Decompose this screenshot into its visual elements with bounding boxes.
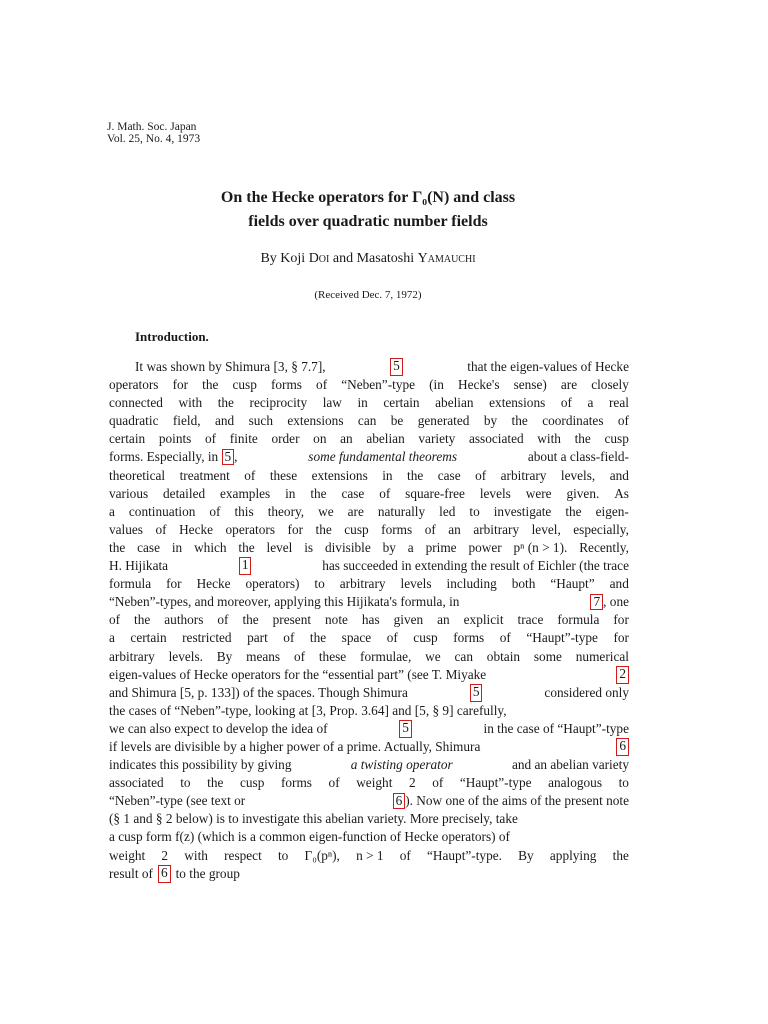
body-line: [109, 792, 629, 810]
word: of: [205, 431, 217, 447]
text-run: 7 , one: [590, 593, 629, 611]
word: extensions: [287, 413, 344, 429]
word: (in: [429, 377, 444, 393]
word: theoretical: [109, 467, 166, 483]
word: forms: [453, 630, 485, 646]
word: levels: [479, 485, 511, 501]
body-line: [109, 521, 629, 539]
text-run: H. Hijikata: [109, 558, 169, 574]
word: eigen-: [595, 503, 629, 519]
text-run: to the group: [175, 865, 240, 881]
word: can: [454, 648, 473, 664]
text-run: about a class-field-: [527, 449, 629, 465]
word: in: [357, 395, 368, 411]
word: these: [318, 648, 347, 664]
word: in: [382, 467, 393, 483]
word: to: [180, 775, 191, 791]
body-text: [109, 358, 629, 883]
body-line: [109, 648, 629, 666]
word: generated: [417, 413, 470, 429]
word: forms: [270, 377, 302, 393]
word: of: [217, 612, 229, 628]
body-line: [109, 376, 629, 394]
word: prime: [425, 539, 457, 555]
word: cusp: [232, 377, 257, 393]
word: case: [437, 467, 461, 483]
word: of: [424, 521, 436, 537]
word: operators): [245, 576, 300, 592]
word: which: [194, 539, 227, 555]
word: for: [172, 377, 189, 393]
citation-link[interactable]: 2: [616, 666, 629, 684]
word: this: [234, 503, 254, 519]
word: Hecke: [196, 576, 231, 592]
word: analogous: [548, 775, 602, 791]
word: of: [109, 612, 121, 628]
word: Hecke: [179, 521, 214, 537]
word: trace: [517, 612, 544, 628]
word: on: [313, 431, 327, 447]
word: of: [379, 485, 391, 501]
word: some: [533, 648, 562, 664]
text-run: eigen-values of Hecke operators for the “essential part” (see T. Miyake: [109, 666, 487, 682]
text-run: and an abelian variety: [511, 757, 629, 773]
citation-link[interactable]: 6: [393, 793, 406, 809]
word: an: [448, 521, 461, 537]
journal-citation: [107, 121, 200, 145]
emphasis-text: some fundamental theorems: [308, 449, 458, 465]
word: be: [390, 413, 404, 429]
author-2-family: Yamauchi: [417, 251, 476, 266]
word: of: [399, 847, 411, 863]
word: we: [318, 503, 334, 519]
word: both: [511, 576, 536, 592]
text-run: in the case of “Haupt”-type: [483, 720, 629, 736]
word: to: [618, 775, 629, 791]
text-run: we can also expect to develop the idea of: [109, 720, 328, 736]
word: arbitrary: [473, 521, 520, 537]
word: weight: [356, 775, 393, 791]
word: means: [246, 648, 281, 664]
word: the: [109, 539, 126, 555]
word: in: [285, 485, 296, 501]
word: can: [357, 413, 377, 429]
word: field,: [172, 413, 201, 429]
word: the: [134, 612, 151, 628]
word: by: [483, 413, 498, 429]
word: operators: [109, 377, 159, 393]
body-line: [109, 810, 629, 828]
word: By: [518, 847, 534, 863]
word: of: [244, 467, 256, 483]
body-line: [109, 503, 629, 521]
word: authors: [164, 612, 204, 628]
word: applying: [549, 847, 597, 863]
word: “Haupt”-type: [526, 630, 598, 646]
body-line: [109, 629, 629, 647]
word: reciprocity: [249, 395, 308, 411]
word: has: [361, 612, 380, 628]
text-run: result of: [109, 865, 153, 881]
word: given.: [566, 485, 600, 501]
text-run: It was shown by Shimura [3, § 7.7],: [135, 359, 326, 374]
word: Hecke's: [457, 377, 500, 393]
body-line: [109, 611, 629, 629]
and-word: and: [332, 251, 354, 266]
body-line: [109, 539, 629, 557]
word: the: [217, 395, 234, 411]
word: pⁿ (n > 1).: [513, 539, 568, 555]
citation-link[interactable]: 5: [390, 358, 403, 376]
body-line: [109, 485, 629, 503]
word: levels,: [560, 467, 596, 483]
word: an: [437, 612, 450, 628]
body-line: [109, 828, 629, 846]
word: variety: [418, 431, 456, 447]
word: real: [609, 395, 629, 411]
word: levels: [400, 576, 432, 592]
word: certain: [130, 630, 167, 646]
word: cusp: [239, 775, 265, 791]
word: formula: [557, 612, 600, 628]
word: Γ₀(pⁿ),: [304, 847, 340, 863]
citation-link[interactable]: 5: [470, 684, 483, 702]
word: levels.: [168, 648, 203, 664]
word: restricted: [182, 630, 232, 646]
word: of: [328, 775, 340, 791]
body-line: [109, 575, 629, 593]
author-2-given: Masatoshi: [356, 251, 415, 266]
title-line-1: On the Hecke operators for Γ₀(N) and class: [220, 189, 516, 206]
word: explicit: [463, 612, 504, 628]
word: we: [425, 648, 441, 664]
word: given: [393, 612, 424, 628]
text-run: and Shimura [5, p. 133]) of the spaces. Though Shimura: [109, 684, 408, 700]
word: the: [202, 377, 219, 393]
word: power: [468, 539, 502, 555]
word: arbitrary: [109, 648, 155, 664]
text-run: considered only: [544, 684, 629, 700]
word: and: [609, 467, 629, 483]
word: extensions: [311, 467, 368, 483]
word: of: [155, 521, 167, 537]
word: especially,: [573, 521, 629, 537]
word: order: [271, 431, 300, 447]
word: level: [266, 539, 293, 555]
word: are: [560, 377, 578, 393]
word: level,: [531, 521, 561, 537]
word: a: [587, 395, 594, 411]
word: associated: [468, 431, 524, 447]
body-line: [109, 774, 629, 792]
word: the: [207, 775, 224, 791]
word: formula: [109, 576, 152, 592]
word: arbitrary: [500, 467, 547, 483]
word: present: [272, 612, 312, 628]
word: sense): [513, 377, 547, 393]
word: various: [109, 485, 149, 501]
word: n > 1: [356, 847, 384, 863]
word: note: [325, 612, 348, 628]
word: points: [158, 431, 192, 447]
body-line: [109, 684, 629, 702]
journal-name: J. Math. Soc. Japan: [107, 121, 197, 133]
word: “Haupt”-type.: [427, 847, 502, 863]
word: law: [322, 395, 342, 411]
word: associated: [109, 775, 164, 791]
body-line: [109, 756, 629, 774]
word: with: [178, 395, 203, 411]
word: naturally: [377, 503, 426, 519]
word: As: [614, 485, 629, 501]
word: of: [283, 630, 295, 646]
word: certain: [383, 395, 420, 411]
author-line: [0, 250, 736, 268]
word: the: [238, 539, 255, 555]
word: the: [242, 612, 259, 628]
text-run: forms. Especially, in 5 ,: [109, 449, 238, 465]
body-line: [109, 358, 629, 376]
word: “Neben”-type: [341, 377, 416, 393]
word: for: [287, 521, 304, 537]
body-line: [109, 720, 629, 738]
word: obtain: [486, 648, 521, 664]
text-run: (§ 1 and § 2 below) is to investigate this abelian variety. More precisely, take: [109, 811, 518, 827]
word: Recently,: [579, 539, 629, 555]
word: a: [109, 503, 115, 519]
citation-link[interactable]: 5: [222, 449, 235, 465]
word: abelian: [435, 395, 474, 411]
body-line: [109, 557, 629, 575]
word: divisible: [324, 539, 371, 555]
word: extensions: [489, 395, 546, 411]
received-date: (Received Dec. 7, 1972): [314, 289, 422, 301]
word: examples: [220, 485, 271, 501]
word: detailed: [163, 485, 206, 501]
word: certain: [109, 431, 146, 447]
word: were: [525, 485, 552, 501]
body-line: [109, 412, 629, 430]
word: an: [340, 431, 353, 447]
word: treatment: [179, 467, 230, 483]
body-line: [109, 467, 629, 485]
word: led: [439, 503, 456, 519]
word: of: [293, 648, 306, 664]
word: the: [612, 847, 629, 863]
word: including: [446, 576, 497, 592]
title-line-2: fields over quadratic number fields: [248, 213, 488, 230]
word: formulae,: [360, 648, 412, 664]
word: the: [574, 431, 591, 447]
word: theory,: [267, 503, 305, 519]
word: of: [475, 467, 487, 483]
word: case: [137, 539, 160, 555]
author-1-family: Doi: [308, 251, 330, 266]
word: coordinates: [542, 413, 604, 429]
word: space: [341, 630, 372, 646]
word: values: [109, 521, 143, 537]
word: of: [209, 503, 221, 519]
word: the: [309, 630, 327, 646]
word: a: [407, 539, 414, 555]
body-line: [109, 738, 629, 756]
body-line: [109, 847, 629, 865]
citation-link[interactable]: 6: [158, 865, 171, 883]
word: to: [314, 576, 325, 592]
word: of: [432, 775, 444, 791]
word: the: [511, 413, 528, 429]
word: square-free: [405, 485, 465, 501]
word: the: [310, 485, 327, 501]
body-line: [109, 394, 629, 412]
word: the: [565, 503, 582, 519]
word: a: [109, 630, 115, 646]
citation-link[interactable]: 6: [616, 738, 629, 756]
citation-link[interactable]: 5: [399, 720, 412, 738]
word: abelian: [366, 431, 405, 447]
word: for: [613, 612, 629, 628]
word: cusp: [344, 521, 369, 537]
word: of: [386, 630, 398, 646]
word: are: [347, 503, 364, 519]
word: continuation: [128, 503, 196, 519]
word: the: [407, 467, 424, 483]
word: with: [184, 847, 208, 863]
body-line: [109, 702, 629, 720]
body-line: [109, 865, 629, 883]
text-run: “Neben”-types, and moreover, applying this Hijikata's formula, in: [109, 594, 460, 610]
by-word: By: [260, 251, 277, 266]
word: 2: [408, 775, 416, 791]
word: forms: [280, 775, 312, 791]
word: part: [247, 630, 268, 646]
journal-volume: Vol. 25, No. 4, 1973: [107, 133, 201, 145]
word: of: [617, 413, 629, 429]
word: numerical: [575, 648, 629, 664]
word: to: [277, 847, 289, 863]
word: the: [315, 521, 332, 537]
citation-link[interactable]: 1: [239, 557, 252, 575]
word: “Haupt”: [550, 576, 595, 592]
word: “Haupt”-type: [459, 775, 532, 791]
text-run: the cases of “Neben”-type, looking at [3, Prop. 3.64] and [5, § 9] carefully,: [109, 702, 507, 718]
body-line: [109, 448, 629, 466]
text-run: “Neben”-type (see text or: [109, 793, 246, 809]
word: of: [499, 630, 511, 646]
word: and: [609, 576, 629, 592]
word: investigate: [493, 503, 552, 519]
word: arbitrary: [339, 576, 386, 592]
word: forms: [381, 521, 413, 537]
paper-title: [0, 186, 736, 234]
word: to: [469, 503, 480, 519]
emphasis-text: a twisting operator: [350, 757, 453, 773]
text-run: indicates this possibility by giving: [109, 757, 292, 773]
word: respect: [224, 847, 262, 863]
word: is: [304, 539, 314, 555]
word: connected: [109, 395, 163, 411]
word: weight: [109, 847, 146, 863]
author-1-given: Koji: [280, 251, 306, 266]
text-run: if levels are divisible by a higher power of a prime. Actually, Shimura: [109, 738, 481, 754]
word: By: [216, 648, 233, 664]
word: case: [341, 485, 365, 501]
word: by: [382, 539, 396, 555]
citation-link[interactable]: 7: [590, 594, 603, 610]
word: of: [560, 395, 572, 411]
section-heading: Introduction.: [135, 329, 209, 344]
word: cusp: [413, 630, 438, 646]
word: finite: [229, 431, 258, 447]
word: 2: [161, 847, 169, 863]
word: for: [613, 630, 629, 646]
body-line: [109, 666, 629, 684]
word: cusp: [604, 431, 629, 447]
word: these: [269, 467, 298, 483]
word: in: [171, 539, 183, 555]
text-run: a cusp form f(z) (which is a common eigen-function of Hecke operators) of: [109, 829, 510, 845]
text-run: that the eigen-values of Hecke: [467, 359, 629, 374]
word: closely: [591, 377, 629, 393]
text-run: has succeeded in extending the result of Eichler (the trace: [322, 558, 629, 574]
word: of: [316, 377, 328, 393]
word: for: [166, 576, 182, 592]
word: operators: [225, 521, 276, 537]
body-line: [109, 430, 629, 448]
body-line: [109, 593, 629, 611]
word: and: [214, 413, 235, 429]
text-run: 6 ). Now one of the aims of the present note: [393, 792, 629, 810]
word: with: [537, 431, 561, 447]
word: quadratic: [109, 413, 159, 429]
word: such: [248, 413, 273, 429]
